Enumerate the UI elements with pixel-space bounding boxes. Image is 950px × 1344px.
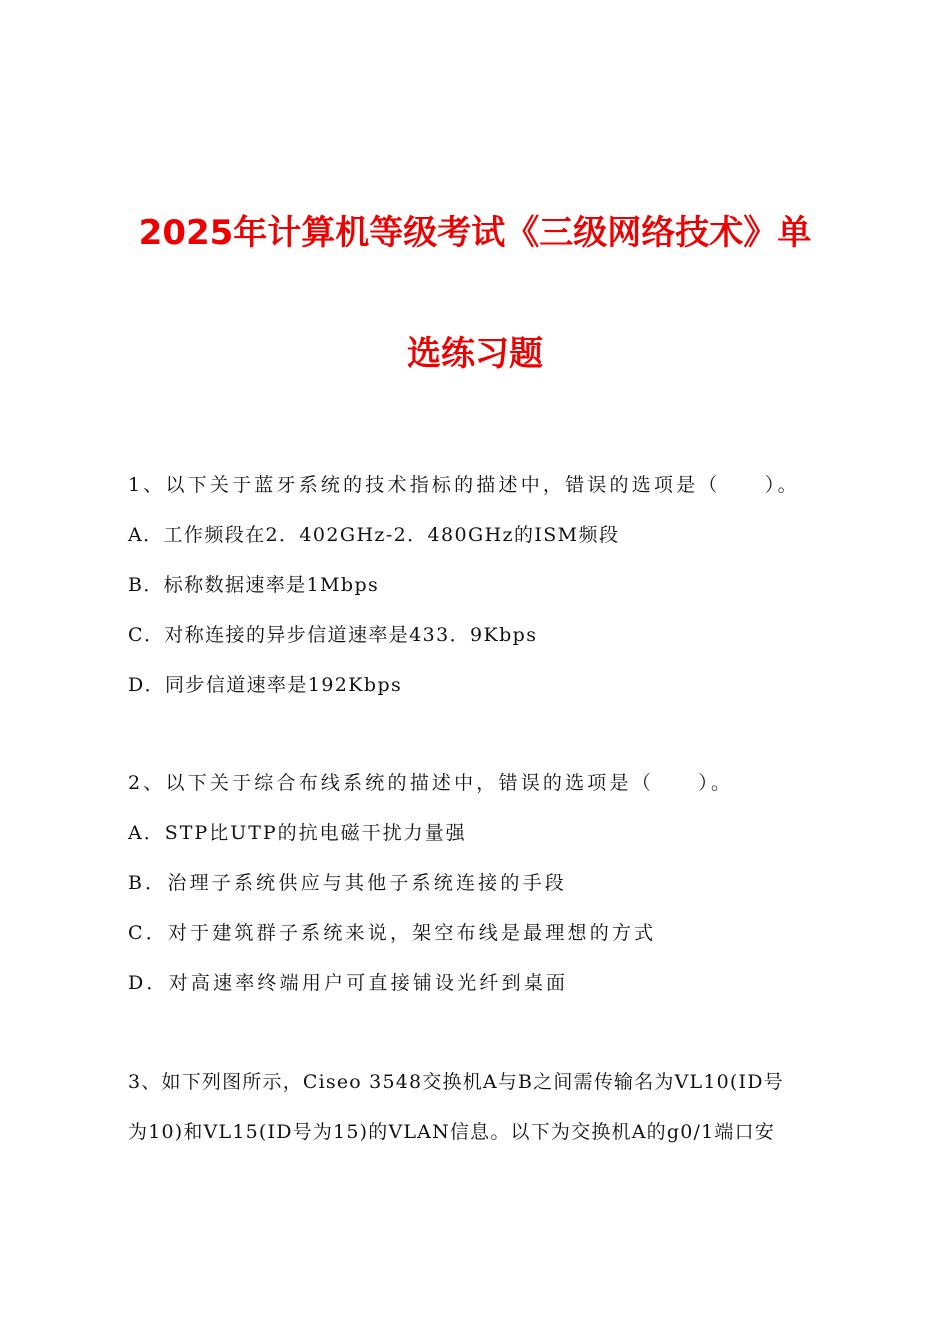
question-1-option-b: B．标称数据速率是1Mbps (128, 574, 380, 596)
question-1-stem: 1、以下关于蓝牙系统的技术指标的描述中，错误的选项是（ ）。 (128, 474, 800, 496)
question-2-stem: 2、以下关于综合布线系统的描述中，错误的选项是（ ）。 (128, 772, 734, 794)
question-1-option-c: C．对称连接的异步信道速率是433．9Kbps (128, 624, 538, 646)
page-title-line-1: 2025年计算机等级考试《三级网络技术》单 (138, 213, 812, 253)
question-2-option-a: A．STP比UTP的抗电磁干扰力量强 (128, 822, 467, 844)
question-1-option-d: D．同步信道速率是192Kbps (128, 674, 403, 696)
question-2-option-c: C．对于建筑群子系统来说，架空布线是最理想的方式 (128, 922, 657, 944)
question-1-option-a: A．工作频段在2．402GHz-2．480GHz的ISM频段 (128, 524, 620, 546)
question-2-option-b: B．治理子系统供应与其他子系统连接的手段 (128, 872, 567, 894)
question-3-stem-line-2: 为10)和VL15(ID号为15)的VLAN信息。以下为交换机A的g0/1端口安 (128, 1121, 775, 1143)
question-3-stem-line-1: 3、如下列图所示，Ciseo 3548交换机A与B之间需传输名为VL10(ID号 (128, 1071, 784, 1093)
page-title-line-2: 选练习题 (407, 334, 543, 374)
question-2-option-d: D．对高速率终端用户可直接铺设光纤到桌面 (128, 972, 569, 994)
